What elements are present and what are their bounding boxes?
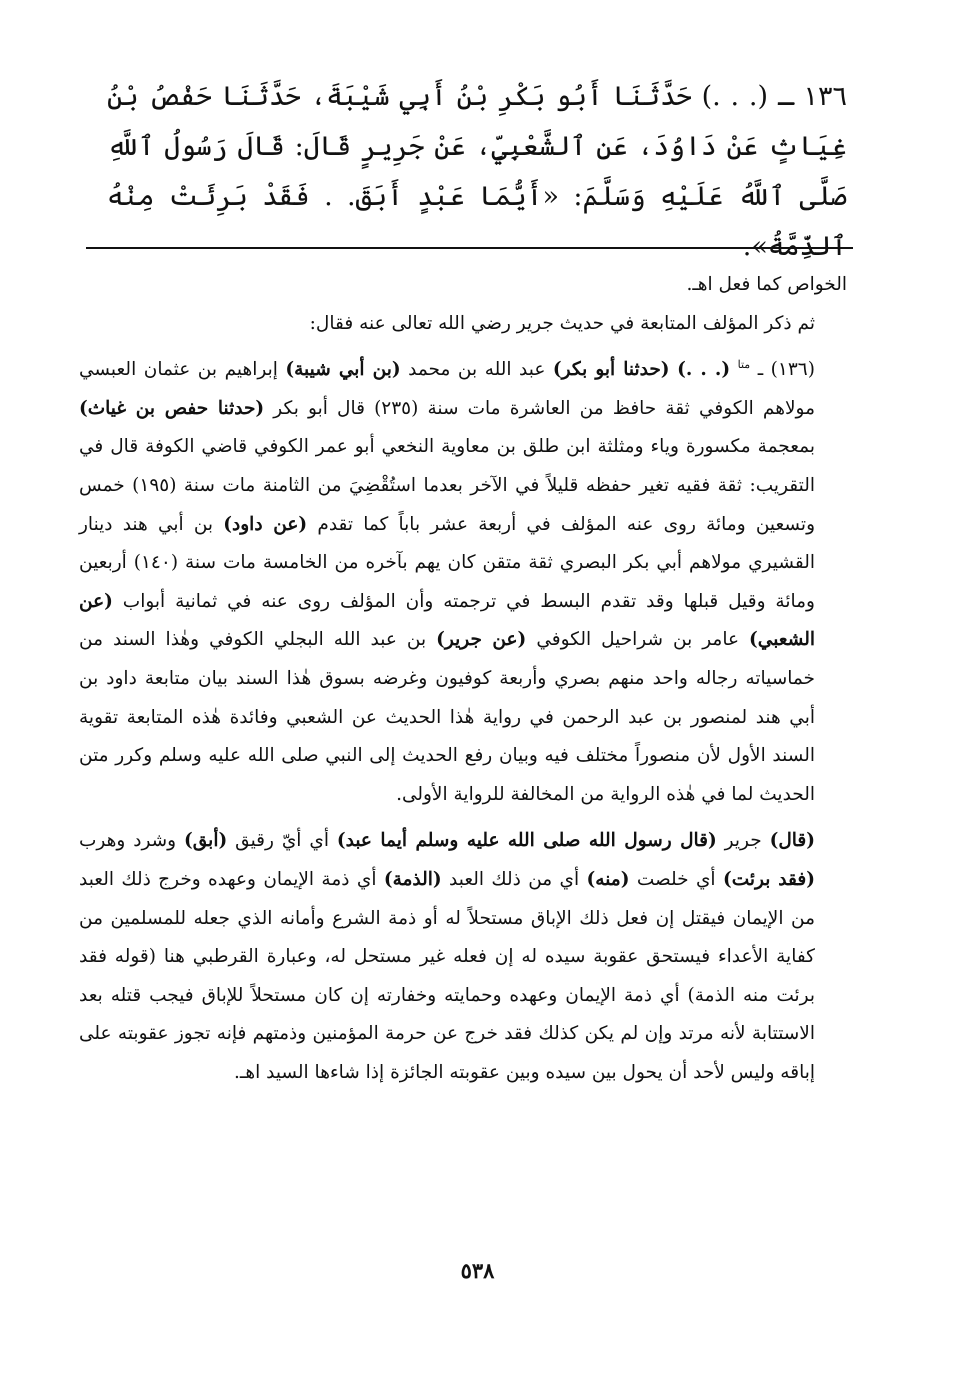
commentary-text: أي من ذلك العبد [449,868,580,890]
separator-line [86,247,853,249]
commentary-text: بن عبد الله البجلي الكوفي وهٰذا السند من خماسياته رجاله واحد منهم بصري وأربعة كوفيون وغرضه بسوق هٰذا السند بيان متابعة داود بن أبي هند لمنصور بن عبد الرحمن في رواية هٰذا الحديث عن الشعبي وفائدة هٰذه المتابعة تقوية السند الأول لأن منصوراً مختلف فيه وبيان رفع الحديث إلى النبي صلى الله عليه وسلم وكرر متن الحديث لما في هٰذه الرواية من المخالفة للرواية الأولى. [79,629,815,805]
commentary-text: إبراهيم بن عثمان العبسي مولاهم الكوفي ثقة حافظ من العاشرة مات سنة (٢٣٥) قال أبو بكر [79,359,815,419]
hadith-body: حَدَّثَنَا أَبُو بَكْرِ بْنُ أَبِي شَيْبَةَ، حَدَّثَنَا حَفْصُ بْنُ غِيَاثٍ عَنْ دَاوُدَ، عَنِ ٱلشَّعْبِيِّ، عَنْ جَرِيرٍ قَالَ: قَالَ رَسُولُ ٱللَّهِ صَلَّى ٱللَّهُ عَلَيْهِ وَسَلَّمَ: «أَيُّمَا عَبْدٍ أَبَقَ. . فَقَدْ بَرِئَتْ مِنْهُ ٱلذِّمَّةُ». [107,81,847,262]
narrator-dawud: (عن داود) [223,513,308,535]
footnote-mark: متا [737,358,751,372]
commentary-text: أي أيّ رقيق [235,830,329,852]
term-qala: (قال) [769,830,816,852]
narrator-ibn-abi-shaybah: (بن أبي شيبة) [285,359,401,381]
narrator-jarir: (عن جرير) [436,629,527,651]
commentary-paragraph-2: ثم ذكر المؤلف المتابعة في حديث جرير رضي الله تعالى عنه فقال: [309,312,815,334]
commentary-text: وشرد وهرب [79,830,177,852]
term-hadith-quote: (قال رسول الله صلى الله عليه وسلم أيما عبد) [336,830,717,852]
commentary-text: أي ذمة الإيمان وعهده وخرج ذلك العبد من الإيمان فيقتل إن فعل ذلك الإباق مستحلاً له أو ذمة الشرع وأمانه الذي جعله للمسلمين من كفاية الأعداء فيستحق عقوبة سيده له إن فعله غير مستحل له، وعبارة القرطبي هنا (قوله فقد برئت منه الذمة) أي ذمة الإيمان وعهده وحمايته وخفارته إن كان مستحلاً للإباق فيجب قتله بعد الاستتابة لأنه مرتد وإن لم يكن كذلك فقد خرج عن حرمة المؤمنين وذمتهم فإنه تجوز عقوبته على إباقه وليس لأحد أن يحول بين سيده وبين عقوبته الجائزة إذا شاءها السيد اهـ. [79,868,815,1083]
chain-number: (١٣٦) ـ [757,359,815,381]
narrator-abu-bakr: (حدثنا أبو بكر) [552,359,670,381]
commentary-paragraph-3 [79,351,847,814]
narrator-shabi: (عن الشعبي) [79,590,815,651]
commentary-text: بمعجمة مكسورة وياء ومثلثة ابن طلق بن معاوية النخعي أبو عمر الكوفي قاضي الكوفة قال في التقريب: ثقة فقيه تغير حفظه قليلاً في الآخر بعدما استُقْضِيَ من الثامنة مات سنة (١٩٥) خمس وتسعين ومائة روى عنه المؤلف في أربعة عشر باباً كما تقدم [79,436,816,535]
commentary-block [79,266,847,1092]
term-dhimma: (الذمة) [383,868,442,890]
commentary-text: جرير [724,830,762,852]
chain-ellipsis: (. . .) [677,359,731,381]
commentary-text: عامر بن شراحيل الكوفي [536,629,740,651]
page-number: ٥٣٨ [460,1258,495,1283]
narrator-hafs: (حدثنا حفص بن غياث) [79,397,265,419]
term-minhu: (منه) [586,868,630,890]
commentary-text: بن أبي هند دينار القشيري مولاهم أبي بكر البصري ثقة متقن كان يهم بآخره من الخامسة مات سنة (١٤٠) أربعين ومائة وقيل قبلها وقد تقدم البسط في ترجمته وأن المؤلف روى عنه في ثمانية أبواب [79,513,815,612]
commentary-text: عبد الله بن محمد [408,359,546,381]
term-bariat: (فقد برئت) [722,868,815,890]
commentary-text: أي خلصت [636,868,716,890]
hadith-text-block [107,72,847,272]
term-abaqa: (أبق) [184,830,228,852]
hadith-number: ١٣٦ ـ (. . .) [701,81,847,112]
commentary-paragraph-4 [79,822,847,1092]
commentary-paragraph-1: الخواص كما فعل اهـ. [686,274,847,295]
